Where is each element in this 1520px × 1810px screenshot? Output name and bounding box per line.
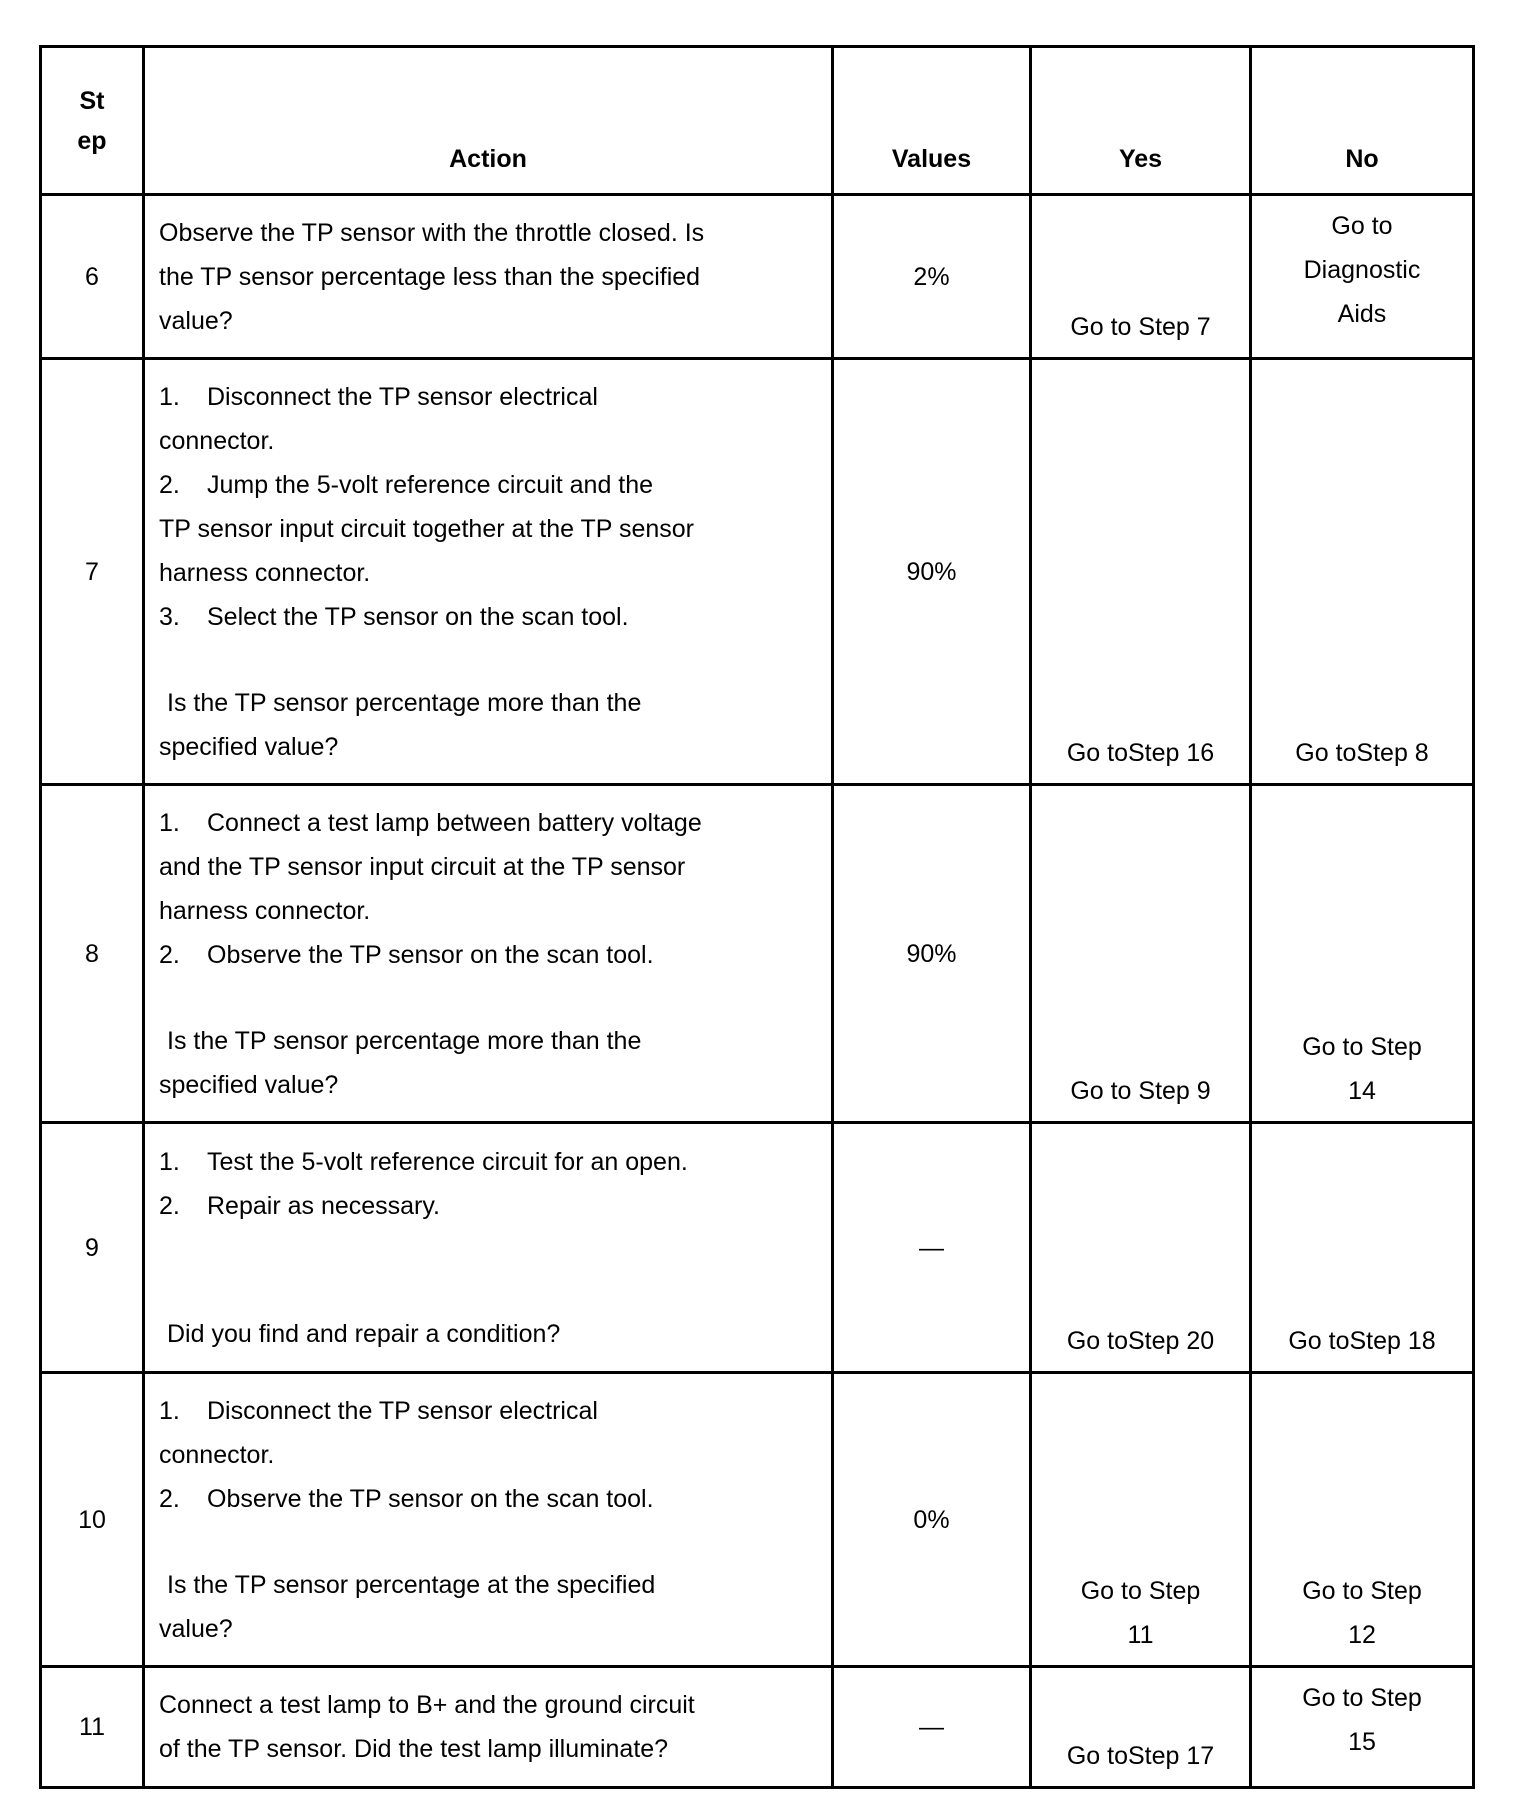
list-item-line [159,1477,821,1521]
list-item-text: Disconnect the TP sensor electrical [207,1396,598,1425]
no-line: Go toStep 18 [1288,1327,1436,1355]
value-cell: 90% [833,785,1031,1123]
list-item-number: 2. [159,1191,180,1220]
table-row-step-11 [41,1667,1474,1788]
action-cell [144,359,833,785]
list-item-line [159,933,821,977]
yes-cell [1031,1123,1251,1373]
table-row-step-10 [41,1373,1474,1667]
list-item-line: harness connector. [159,896,371,925]
list-item-number: 1. [159,1147,180,1176]
header-no: No [1251,47,1474,195]
value-cell: 2% [833,195,1031,359]
step-number: 9 [41,1123,144,1373]
value-cell: — [833,1123,1031,1373]
action-line: of the TP sensor. Did the test lamp illuminate? [159,1735,669,1763]
no-line: Aids [1337,300,1387,328]
spacer [159,1228,821,1312]
no-cell [1251,1667,1474,1788]
value-cell: — [833,1667,1031,1788]
table-row-step-9 [41,1123,1474,1373]
step-number: 6 [41,195,144,359]
question-line: specified value? [159,1070,339,1099]
list-item-text: Repair as necessary. [207,1191,440,1220]
no-line: Go to Step [1302,1577,1422,1605]
table-row-step-6 [41,195,1474,359]
yes-cell [1031,359,1251,785]
list-item-number: 1. [159,1396,180,1425]
spacer [159,639,821,681]
list-item-text: Connect a test lamp between battery voltage [207,808,702,837]
header-action: Action [144,47,833,195]
table-body [41,195,1474,1788]
yes-line: Go to Step 7 [1070,313,1211,341]
list-item-line [159,1389,821,1433]
action-cell [144,1667,833,1788]
header-step-line-2: ep [77,126,107,155]
action-cell [144,195,833,359]
list-item-number: 1. [159,382,180,411]
list-item-line: TP sensor input circuit together at the TP sensor [159,514,695,543]
yes-cell [1031,1373,1251,1667]
no-line: Go toStep 8 [1295,739,1429,767]
list-item-number: 2. [159,1484,180,1513]
list-item-text: Disconnect the TP sensor electrical [207,382,598,411]
action-cell [144,1123,833,1373]
step-number: 11 [41,1667,144,1788]
yes-line: 11 [1127,1621,1154,1649]
no-cell [1251,785,1474,1123]
list-item-line [159,801,821,845]
list-item-line: connector. [159,1440,275,1469]
question-line: value? [159,1614,233,1643]
list-item-text: Jump the 5-volt reference circuit and the [207,470,654,499]
step-number: 10 [41,1373,144,1667]
no-line: 15 [1348,1728,1376,1756]
yes-cell [1031,785,1251,1123]
header-step [41,47,144,195]
question-line: specified value? [159,732,339,761]
no-line: 14 [1348,1077,1376,1105]
list-item-line: harness connector. [159,558,371,587]
action-line: Connect a test lamp to B+ and the ground circuit [159,1691,695,1719]
list-item-text: Observe the TP sensor on the scan tool. [207,1484,654,1513]
step-number: 7 [41,359,144,785]
spacer [159,977,821,1019]
list-item-text: Test the 5-volt reference circuit for an open. [207,1147,688,1176]
no-cell [1251,195,1474,359]
table-row-step-7 [41,359,1474,785]
list-item-text: Observe the TP sensor on the scan tool. [207,940,654,969]
list-item-number: 1. [159,808,180,837]
yes-line: Go to Step [1080,1577,1201,1605]
list-item-line [159,595,821,639]
list-item-line: and the TP sensor input circuit at the TP sensor [159,852,686,881]
list-item-line [159,463,821,507]
header-row [41,47,1474,195]
no-line: Go to [1331,212,1393,240]
yes-line: Go toStep 17 [1066,1742,1215,1770]
list-item-line: connector. [159,426,275,455]
yes-line: Go toStep 20 [1066,1327,1215,1355]
list-item-line [159,1184,821,1228]
value-cell: 90% [833,359,1031,785]
action-line: value? [159,306,233,335]
yes-line: Go to Step 9 [1070,1077,1211,1105]
question-line: Is the TP sensor percentage more than the [167,688,642,717]
question-line: Is the TP sensor percentage more than the [167,1026,642,1055]
list-item-line [159,375,821,419]
no-cell [1251,359,1474,785]
header-step-line-1: St [79,86,105,115]
no-line: Go to Step [1302,1684,1422,1712]
yes-line: Go toStep 16 [1066,739,1215,767]
no-line: 12 [1348,1621,1376,1649]
spacer [159,1521,821,1563]
list-item-number: 3. [159,602,180,631]
header-yes: Yes [1031,47,1251,195]
no-line: Diagnostic [1303,256,1421,284]
list-item-line [159,1140,821,1184]
question-line: Did you find and repair a condition? [167,1319,561,1348]
list-item-text: Select the TP sensor on the scan tool. [207,602,629,631]
no-line: Go to Step [1302,1033,1422,1061]
diagnostic-table [39,45,1475,1789]
list-item-number: 2. [159,470,180,499]
step-number: 8 [41,785,144,1123]
no-cell [1251,1123,1474,1373]
action-cell [144,785,833,1123]
header-values: Values [833,47,1031,195]
action-line: the TP sensor percentage less than the specified [159,262,701,291]
yes-cell [1031,1667,1251,1788]
list-item-number: 2. [159,940,180,969]
value-cell: 0% [833,1373,1031,1667]
question-line: Is the TP sensor percentage at the specified [167,1570,656,1599]
action-line: Observe the TP sensor with the throttle closed. Is [159,218,705,247]
table-header [41,47,1474,195]
no-cell [1251,1373,1474,1667]
table-row-step-8 [41,785,1474,1123]
yes-cell [1031,195,1251,359]
action-cell [144,1373,833,1667]
